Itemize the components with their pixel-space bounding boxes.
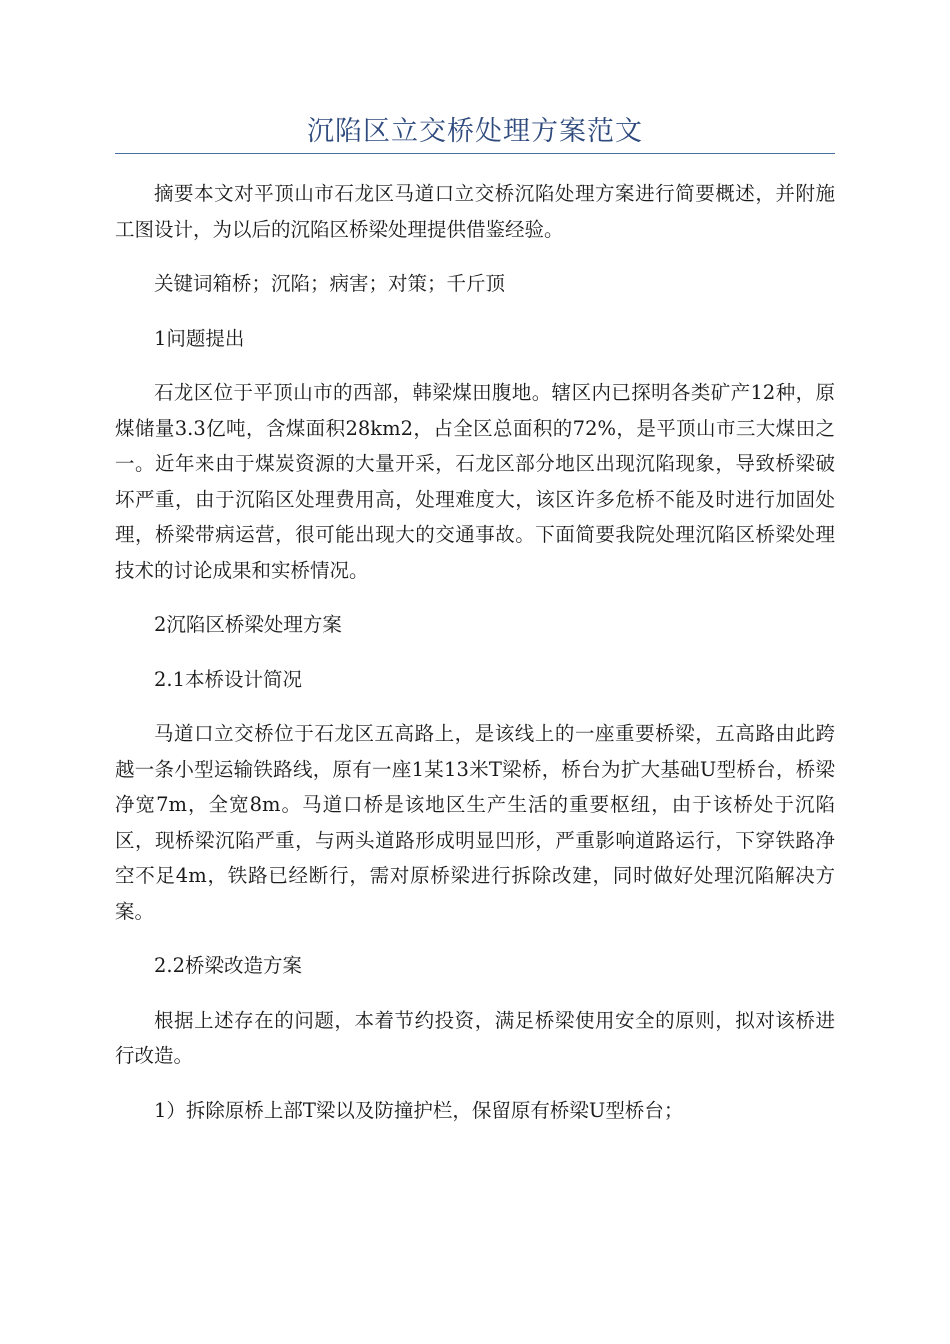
section-heading-2-2: 2.2桥梁改造方案 — [154, 954, 303, 977]
document-body — [115, 176, 835, 1147]
keywords-paragraph: 关键词箱桥；沉陷；病害；对策；千斤顶 — [154, 272, 506, 295]
section-heading-2-1: 2.1本桥设计简况 — [154, 667, 303, 691]
title-underline — [115, 153, 835, 154]
body-paragraph: 根据上述存在的问题，本着节约投资，满足桥梁使用安全的原则，拟对该桥进行改造。 — [115, 1008, 835, 1067]
body-paragraph: 马道口立交桥位于石龙区五高路上，是该线上的一座重要桥梁，五高路由此跨越一条小型运输铁路线，原有一座1某13米T梁桥，桥台为扩大基础U型桥台，桥梁净宽7m，全宽8m。马道口桥是该地区生产生活的重要枢纽，由于该桥处于沉陷区，现桥梁沉陷严重，与两头道路形成明显凹形，严重影响道路运行，下穿铁路净空不足4m，铁路已经断行，需对原桥梁进行拆除改建，同时做好处理沉陷解决方案。 — [115, 722, 835, 923]
list-item: 1）拆除原桥上部T梁以及防撞护栏，保留原有桥梁U型桥台； — [154, 1098, 684, 1122]
section-heading-1: 1问题提出 — [154, 326, 245, 350]
body-paragraph: 石龙区位于平顶山市的西部，韩梁煤田腹地。辖区内已探明各类矿产12种，原煤储量3.3亿吨，含煤面积28km2，占全区总面积的72%，是平顶山市三大煤田之一。近年来由于煤炭资源的大量开采，石龙区部分地区出现沉陷现象，导致桥梁破坏严重，由于沉陷区处理费用高，处理难度大，该区许多危桥不能及时进行加固处理，桥梁带病运营，很可能出现大的交通事故。下面简要我院处理沉陷区桥梁处理技术的讨论成果和实桥情况。 — [115, 381, 835, 582]
abstract-paragraph: 摘要本文对平顶山市石龙区马道口立交桥沉陷处理方案进行简要概述，并附施工图设计，为以后的沉陷区桥梁处理提供借鉴经验。 — [115, 182, 835, 241]
section-heading-2: 2沉陷区桥梁处理方案 — [154, 613, 342, 636]
document-title: 沉陷区立交桥处理方案范文 — [307, 116, 643, 147]
